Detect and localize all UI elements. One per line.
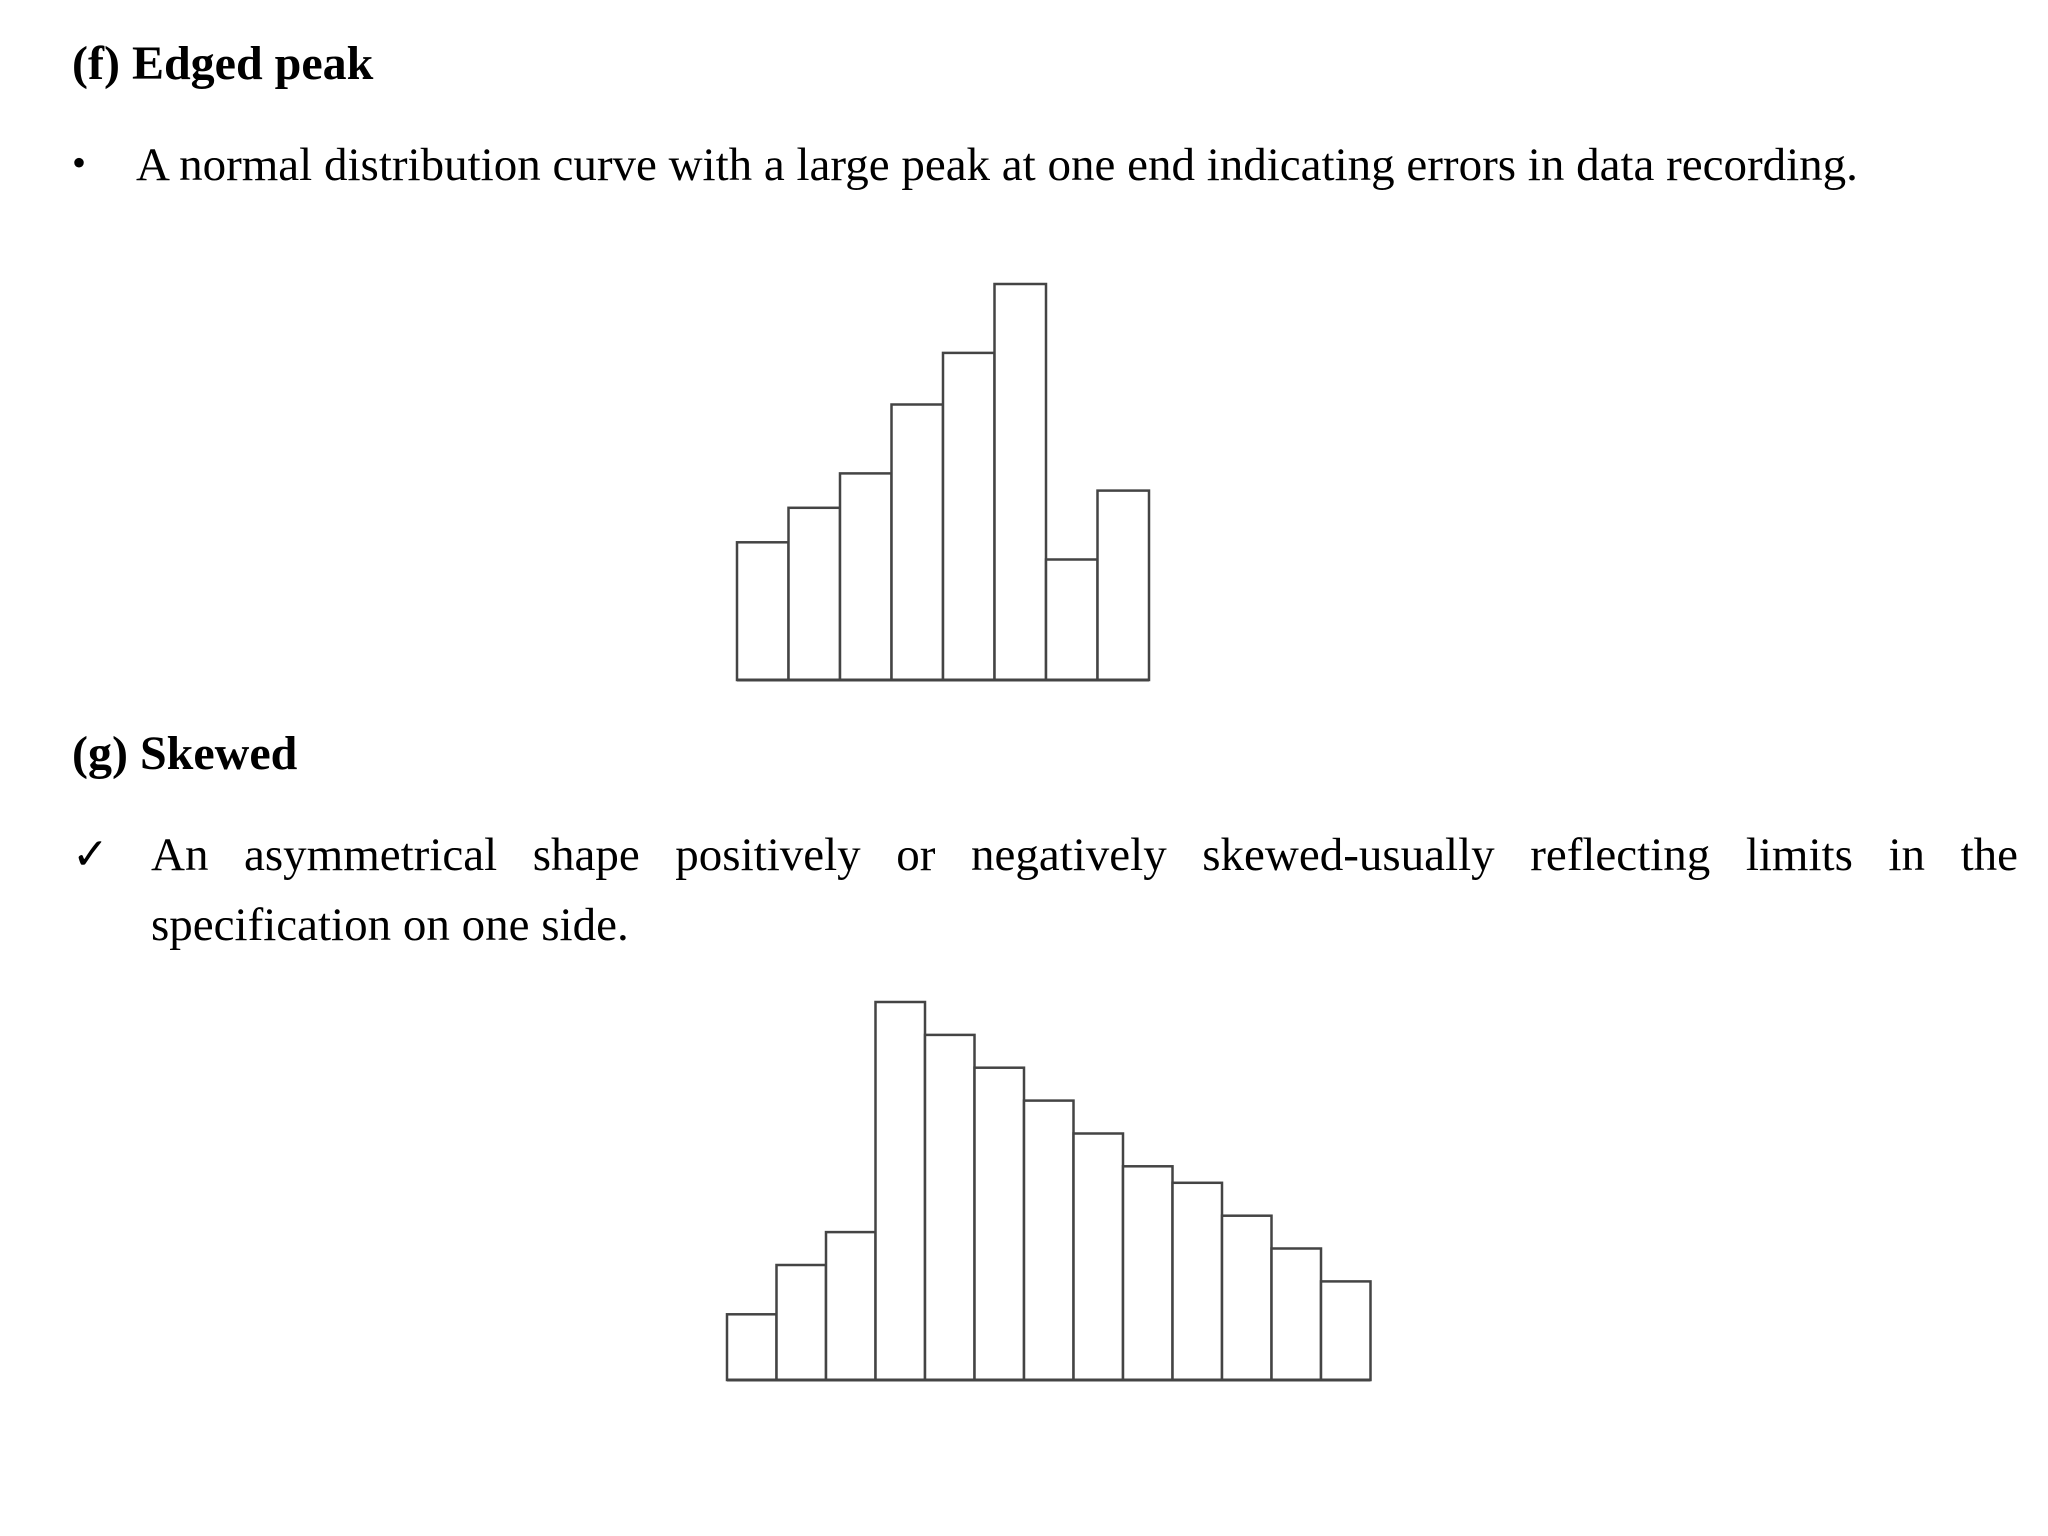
bullet-text-edged-peak: A normal distribution curve with a large peak at one end indicating errors in data recording.	[136, 139, 1858, 191]
histogram-bar	[975, 1068, 1025, 1380]
section-heading-edged-peak: (f) Edged peak	[72, 37, 374, 90]
histogram-bar	[1321, 1281, 1371, 1380]
histogram-bar	[826, 1232, 876, 1380]
histogram-bar	[727, 1314, 777, 1380]
histogram-bar	[1123, 1166, 1173, 1380]
section-heading-skewed: (g) Skewed	[72, 727, 298, 780]
histogram-bar	[925, 1035, 975, 1380]
histogram-bar	[876, 1002, 926, 1380]
histogram-bar	[777, 1265, 827, 1380]
histogram-bar	[1074, 1134, 1124, 1381]
histogram-bar	[1024, 1101, 1074, 1380]
checkmark-icon: ✓	[72, 830, 109, 879]
histogram-bar	[1272, 1249, 1322, 1381]
bullet-icon: •	[72, 140, 87, 185]
histogram-bar	[1222, 1216, 1272, 1380]
check-text-skewed: An asymmetrical shape positively or negatively skewed-usually reflecting limits in the specification on one side.	[151, 829, 2018, 951]
histogram-bar	[1173, 1183, 1223, 1380]
